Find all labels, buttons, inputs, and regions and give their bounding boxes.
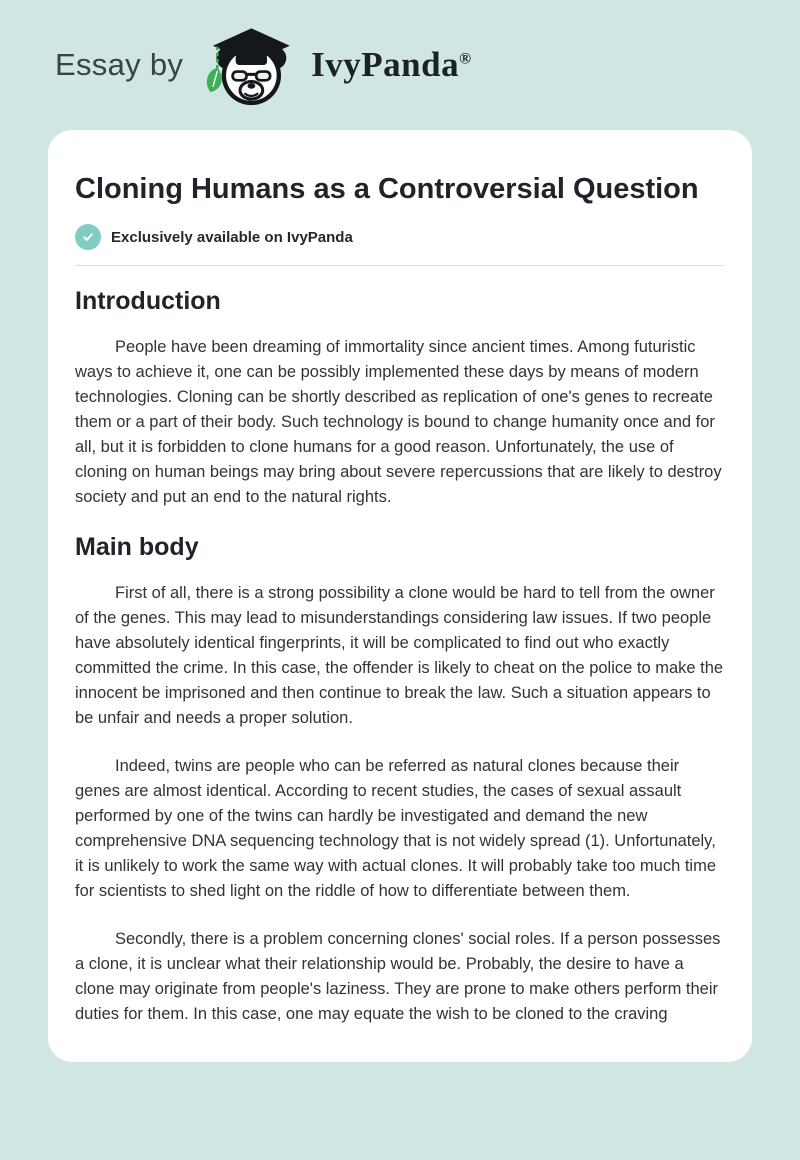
availability-label: Exclusively available on IvyPanda xyxy=(111,228,353,246)
paragraph-main-1: First of all, there is a strong possibility a clone would be hard to tell from the owner of the genes. This may lead to misunderstandings considering law issues. If two people have absolutely identical fingerprints, it will be complicated to find out who exactly committed the crime. In this case, the offender is likely to cheat on the police to make the innocent be imprisoned and then continue to break the law. Such a situation appears to be unfair and needs a proper solution. xyxy=(75,584,724,727)
paragraph-intro-1: People have been dreaming of immortality since ancient times. Among futuristic ways to achieve it, one can be possibly implemented these days by means of modern technologies. Cloning can be shortly described as replication of one's genes to recreate them or a part of their body. Such technology is bound to change humanity once and for all, but it is forbidden to clone humans for a good reason. Unfortunately, the use of cloning on human beings may bring about severe repercussions that are likely to destroy society and put an end to the natural rights. xyxy=(75,338,722,506)
section-heading-introduction: Introduction xyxy=(75,287,221,315)
availability-badge xyxy=(75,224,724,250)
page-title: Cloning Humans as a Controversial Question xyxy=(75,173,699,205)
brand-name xyxy=(311,45,471,85)
page-header xyxy=(0,0,800,130)
essay-by-label: Essay by xyxy=(55,47,184,82)
check-icon xyxy=(75,224,101,250)
brand-text: IvyPanda xyxy=(311,45,460,84)
divider xyxy=(75,265,724,266)
section-heading-main-body: Main body xyxy=(75,533,199,561)
panda-graduate-logo-icon xyxy=(199,23,295,107)
essay-card xyxy=(48,130,752,1062)
registered-mark: ® xyxy=(459,50,472,68)
paragraph-main-2: Indeed, twins are people who can be referred as natural clones because their genes are almost identical. According to recent studies, the cases of sexual assault performed by one of the twins can hardly be investigated and demand the new comprehensive DNA sequencing technology that is not widely spread (1). Unfortunately, it is unlikely to work the same way with actual clones. It will probably take too much time for scientists to shed light on the riddle of how to differentiate between them. xyxy=(75,757,717,900)
paragraph-main-3: Secondly, there is a problem concerning clones' social roles. If a person possesses a clone, it is unclear what their relationship would be. Probably, the desire to have a clone may originate from people's laziness. They are prone to make others perform their duties for them. In this case, one may equate the wish to be cloned to the craving xyxy=(75,930,721,1023)
